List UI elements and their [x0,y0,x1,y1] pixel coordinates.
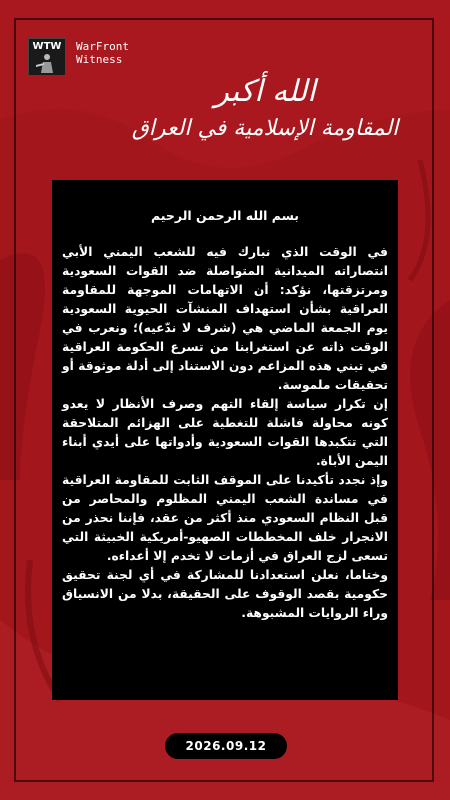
statement-paragraph: وإذ نجدد تأكيدنا على الموقف الثابت للمقاومة العراقية في مساندة الشعب اليمني المظلوم والمحاصر من قبل النظام السعودي منذ أكثر من عقد، فإننا نحذر من الانجرار خلف المخططات الصهيو-أمريكية الخبيثة التي تسعى لزج العراق في أزمات لا تخدم إلا أعداءه. [62,473,388,563]
statement-body [62,243,388,623]
emblem-title: الله أكبر [214,74,316,109]
resistance-emblem [120,48,410,158]
statement-paragraph: وختاما، نعلن استعدادنا للمشاركة في أي لجنة تحقيق حكومية بقصد الوقوف على الحقيقة، بدلا من الانسياق وراء الروايات المشبوهة. [62,568,388,620]
basmala-heading: بسم الله الرحمن الرحيم [151,208,299,223]
date-badge: 2026.09.12 [165,733,287,759]
statement-panel [52,180,398,700]
soldier-icon [34,53,60,73]
channel-logo [28,38,66,76]
channel-name-line1: WarFront [76,40,129,53]
statement-paragraph: في الوقت الذي نبارك فيه للشعب اليمني الأبي انتصاراته الميدانية المتواصلة ضد القوات السعودية ومرتزقتها، نؤكد: أن الاتهامات الموجهة للمقاومة العراقية بشأن استهداف المنشآت الحيوية السعودية يوم الجمعة الماضي هي (شرف لا ندّعيه)؛ ونعرب في الوقت ذاته عن استغرابنا من تسرع الحكومة العراقية في تبني هذه المزاعم دون الاستناد إلى أدلة موثوقة أو تحقيقات ملموسة. [62,245,388,392]
channel-name-line2: Witness [76,53,123,66]
channel-logo-text: WTW [32,41,62,52]
statement-paragraph: إن تكرار سياسة إلقاء التهم وصرف الأنظار لا يعدو كونه محاولة فاشلة للتغطية على الهزائم المتلاحقة التي تتكبدها القوات السعودية وأدواتها على أيدي أبناء اليمن الأباة. [62,397,388,468]
emblem-subtitle: المقاومة الإسلامية في العراق [131,116,399,141]
